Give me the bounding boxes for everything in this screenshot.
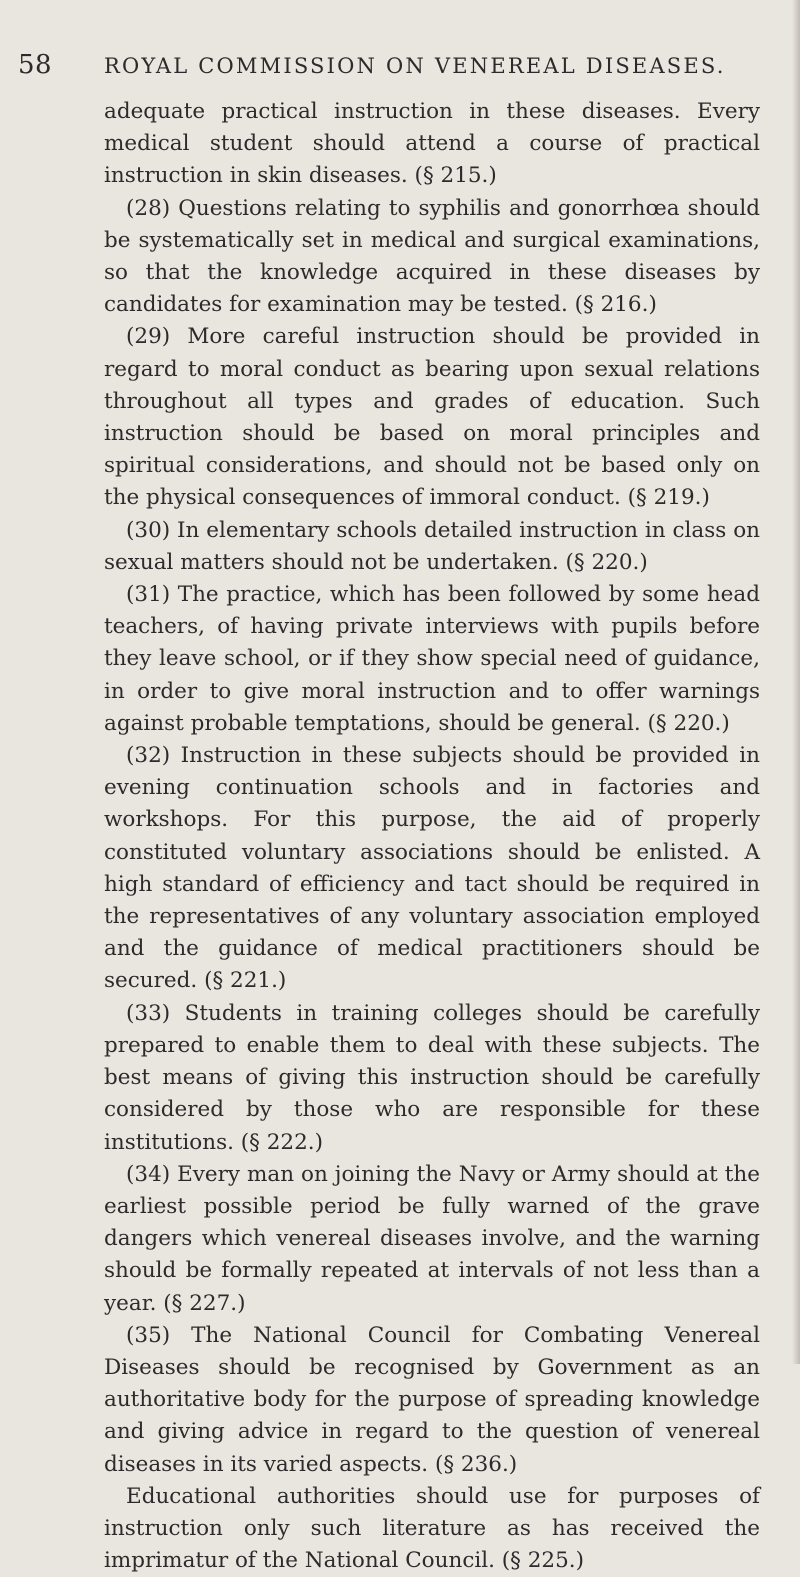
body-text: [104, 96, 760, 1577]
recommendation-34: (34) Every man on joining the Navy or Army should at the earliest possible period be fully warned of the grave dangers which venereal diseases involve, and the warning should be formally repeated at intervals of not less than a year. (§ 227.): [104, 1161, 760, 1316]
recommendation-31: (31) The practice, which has been followed by some head teachers, of having private interviews with pupils before they leave school, or if they show special need of guidance, in order to give moral instruction and to offer warnings against probable temptations, should be general. (§ 220.): [104, 582, 760, 736]
recommendation-35-continued: Educational authorities should use for purposes of instruction only such literature as has received the imprimatur of the National Council. (§ 225.): [104, 1483, 760, 1574]
recommendation-30: (30) In elementary schools detailed instruction in class on sexual matters should not be undertaken. (§ 220.): [104, 517, 760, 575]
page-edge-shadow: [792, 0, 800, 1364]
running-head: ROYAL COMMISSION ON VENEREAL DISEASES.: [104, 54, 726, 78]
recommendation-35: (35) The National Council for Combating Venereal Diseases should be recognised by Government as an authoritative body for the purpose of spreading knowledge and giving advice in regard to the question of venereal diseases in its varied aspects. (§ 236.): [104, 1322, 760, 1477]
recommendation-28: (28) Questions relating to syphilis and gonorrhœa should be systematically set in medical and surgical examinations, so that the knowledge acquired in these diseases by candidates for examination may be tested. (§ 216.): [104, 195, 760, 318]
recommendation-32: (32) Instruction in these subjects should be provided in evening continuation schools and in factories and workshops. For this purpose, the aid of properly constituted voluntary associations should be enlisted. A high standard of efficiency and tact should be required in the representatives of any voluntary association employed and the guidance of medical practitioners should be secured. (§ 221.): [104, 743, 760, 994]
page-number: 58: [18, 50, 53, 80]
page-header: [18, 50, 760, 86]
recommendation-33: (33) Students in training colleges should be carefully prepared to enable them to deal with these subjects. The best means of giving this instruction should be carefully considered by those who are responsible for these institutions. (§ 222.): [104, 1000, 760, 1155]
recommendation-29: (29) More careful instruction should be provided in regard to moral conduct as bearing upon sexual relations throughout all types and grades of education. Such instruction should be based on moral principles and spiritual considerations, and should not be based only on the physical consequences of immoral conduct. (§ 219.): [104, 324, 760, 511]
paragraph-continued: adequate practical instruction in these diseases. Every medical student should attend a course of practical instruction in skin diseases. (§ 215.): [104, 99, 760, 189]
